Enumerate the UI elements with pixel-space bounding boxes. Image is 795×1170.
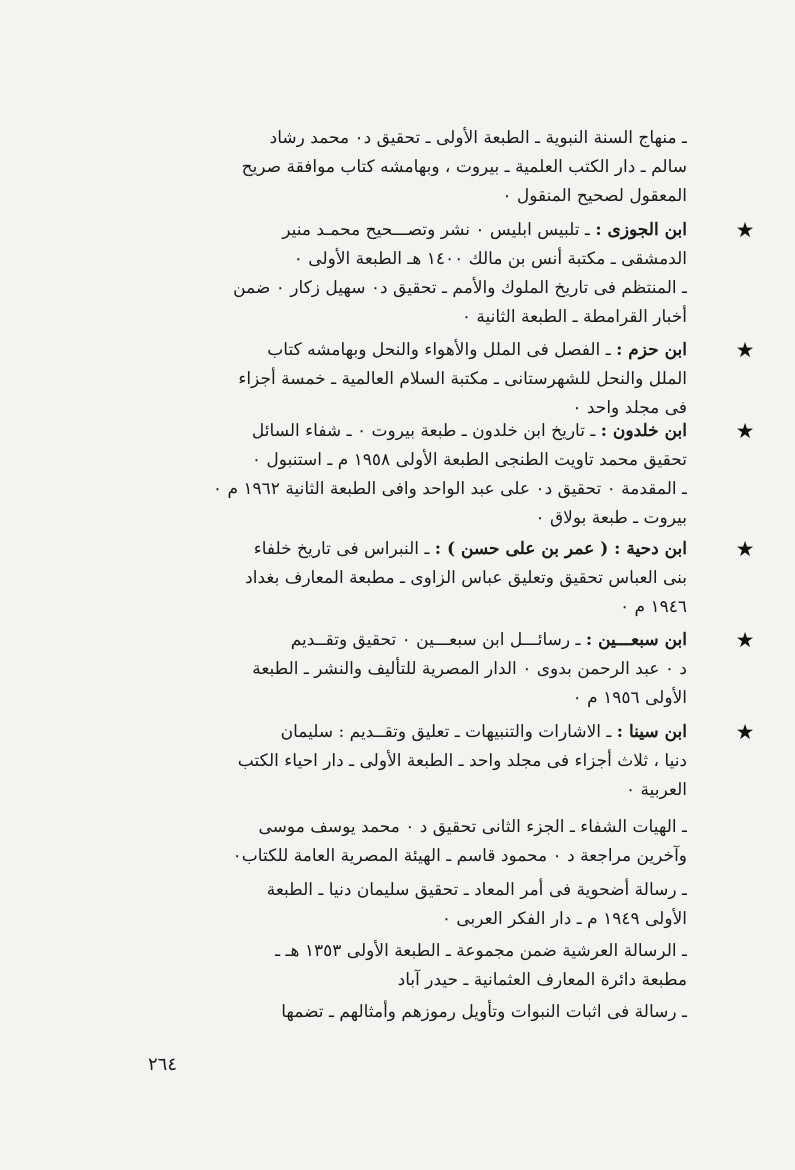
author-heading: ابن حزم : — [616, 340, 687, 360]
entry-line: العربية ٠ — [625, 780, 687, 800]
author-heading: ابن سينا : — [616, 722, 687, 742]
bibliography-entry-ibn-hazm — [157, 336, 687, 423]
author-heading: ابن الجوزى : — [595, 220, 687, 240]
bibliography-entry-ibn-sabin — [157, 626, 687, 713]
entry-line: ـ الهيات الشفاء ـ الجزء الثانى تحقيق د ٠ محمد يوسف موسى — [258, 817, 687, 837]
entry-line: ـ منهاج السنة النبوية ـ الطبعة الأولى ـ تحقيق د٠ محمد رشاد — [269, 128, 687, 148]
entry-line: ـ الرسالة العرشية ضمن مجموعة ـ الطبعة الأولى ١٣٥٣ هـ ـ — [275, 941, 687, 961]
entry-line: أخبار القرامطة ـ الطبعة الثانية ٠ — [461, 307, 687, 327]
bibliography-entry-ibn-sina — [157, 718, 687, 805]
author-heading: ابن سبعـــين : — [585, 630, 687, 650]
star-bullet-icon: ★ — [735, 537, 755, 561]
entry-line: ـ النبراس فى تاريخ خلفاء — [253, 539, 435, 559]
entry-line: الأولى ١٩٤٩ م ـ دار الفكر العربى ٠ — [441, 909, 687, 929]
entry-line: ـ المنتظم فى تاريخ الملوك والأمم ـ تحقيق د٠ سهيل زكار ٠ ضمن — [233, 278, 687, 298]
star-bullet-icon: ★ — [735, 419, 755, 443]
page-number: ٢٦٤ — [148, 1054, 178, 1075]
author-heading: ابن خلدون : — [600, 421, 687, 441]
star-bullet-icon: ★ — [735, 628, 755, 652]
entry-line: ـ رسالة أضحوية فى أمر المعاد ـ تحقيق سليمان دنيا ـ الطبعة — [266, 880, 687, 900]
entry-line: وآخرين مراجعة د ٠ محمود قاسم ـ الهيئة المصرية العامة للكتاب٠ — [232, 846, 687, 866]
entry-line: د ٠ عبد الرحمن بدوى ٠ الدار المصرية للتأليف والنشر ـ الطبعة — [252, 659, 687, 679]
bibliography-entry-ibn-al-jawzi — [157, 216, 687, 332]
author-heading: ابن دحية : ( عمر بن على حسن ) : — [434, 539, 687, 559]
entry-line: الملل والنحل للشهرستانى ـ مكتبة السلام العالمية ـ خمسة أجزاء — [238, 369, 687, 389]
bibliography-entry-continuation — [157, 124, 687, 211]
entry-line: الدمشقى ـ مكتبة أنس بن مالك ١٤٠٠ هـ الطبعة الأولى ٠ — [293, 249, 687, 269]
entry-line: المعقول لصحيح المنقول ٠ — [502, 186, 687, 206]
entry-line: ١٩٤٦ م ٠ — [619, 597, 687, 617]
bibliography-entry-continuation — [157, 813, 687, 871]
star-bullet-icon: ★ — [735, 720, 755, 744]
entry-line: الأولى ١٩٥٦ م ٠ — [572, 688, 687, 708]
bibliography-entry-continuation — [157, 998, 687, 1027]
entry-line: ـ رسالة فى اثبات النبوات وتأويل رموزهم وأمثالهم ـ تضمها — [281, 1002, 687, 1022]
star-bullet-icon: ★ — [735, 218, 755, 242]
entry-line: ـ الاشارات والتنبيهات ـ تعليق وتقــديم : سليمان — [280, 722, 617, 742]
entry-line: مطبعة دائرة المعارف العثمانية ـ حيدر آباد — [397, 970, 687, 990]
entry-line: دنيا ، ثلاث أجزاء فى مجلد واحد ـ الطبعة الأولى ـ دار احياء الكتب — [237, 751, 687, 771]
entry-line: ـ الفصل فى الملل والأهواء والنحل وبهامشه كتاب — [267, 340, 617, 360]
bibliography-entry-ibn-khaldun — [157, 417, 687, 533]
entry-line: فى مجلد واحد ٠ — [572, 398, 687, 418]
entry-line: سالم ـ دار الكتب العلمية ـ بيروت ، وبهامشه كتاب موافقة صريح — [241, 157, 687, 177]
bibliography-entry-ibn-dihya — [157, 535, 687, 622]
entry-line: تحقيق محمد تاويت الطنجى الطبعة الأولى ١٩٥٨ م ـ استنبول ٠ — [251, 450, 687, 470]
entry-line: ـ تلبيس ابليس ٠ نشر وتصـــحيح محمـد منير — [282, 220, 596, 240]
entry-line: ـ تاريخ ابن خلدون ـ طبعة بيروت ٠ ـ شفاء السائل — [251, 421, 601, 441]
entry-line: ـ رسائـــل ابن سبعـــين ٠ تحقيق وتقــديم — [290, 630, 586, 650]
star-bullet-icon: ★ — [735, 338, 755, 362]
bibliography-entry-continuation — [157, 876, 687, 934]
bibliography-entry-continuation — [157, 937, 687, 995]
entry-line: بنى العباس تحقيق وتعليق عباس الزاوى ـ مطبعة المعارف بغداد — [245, 568, 687, 588]
entry-line: بيروت ـ طبعة بولاق ٠ — [535, 508, 687, 528]
entry-line: ـ المقدمة ٠ تحقيق د٠ على عبد الواحد وافى الطبعة الثانية ١٩٦٢ م ٠ — [212, 479, 687, 499]
